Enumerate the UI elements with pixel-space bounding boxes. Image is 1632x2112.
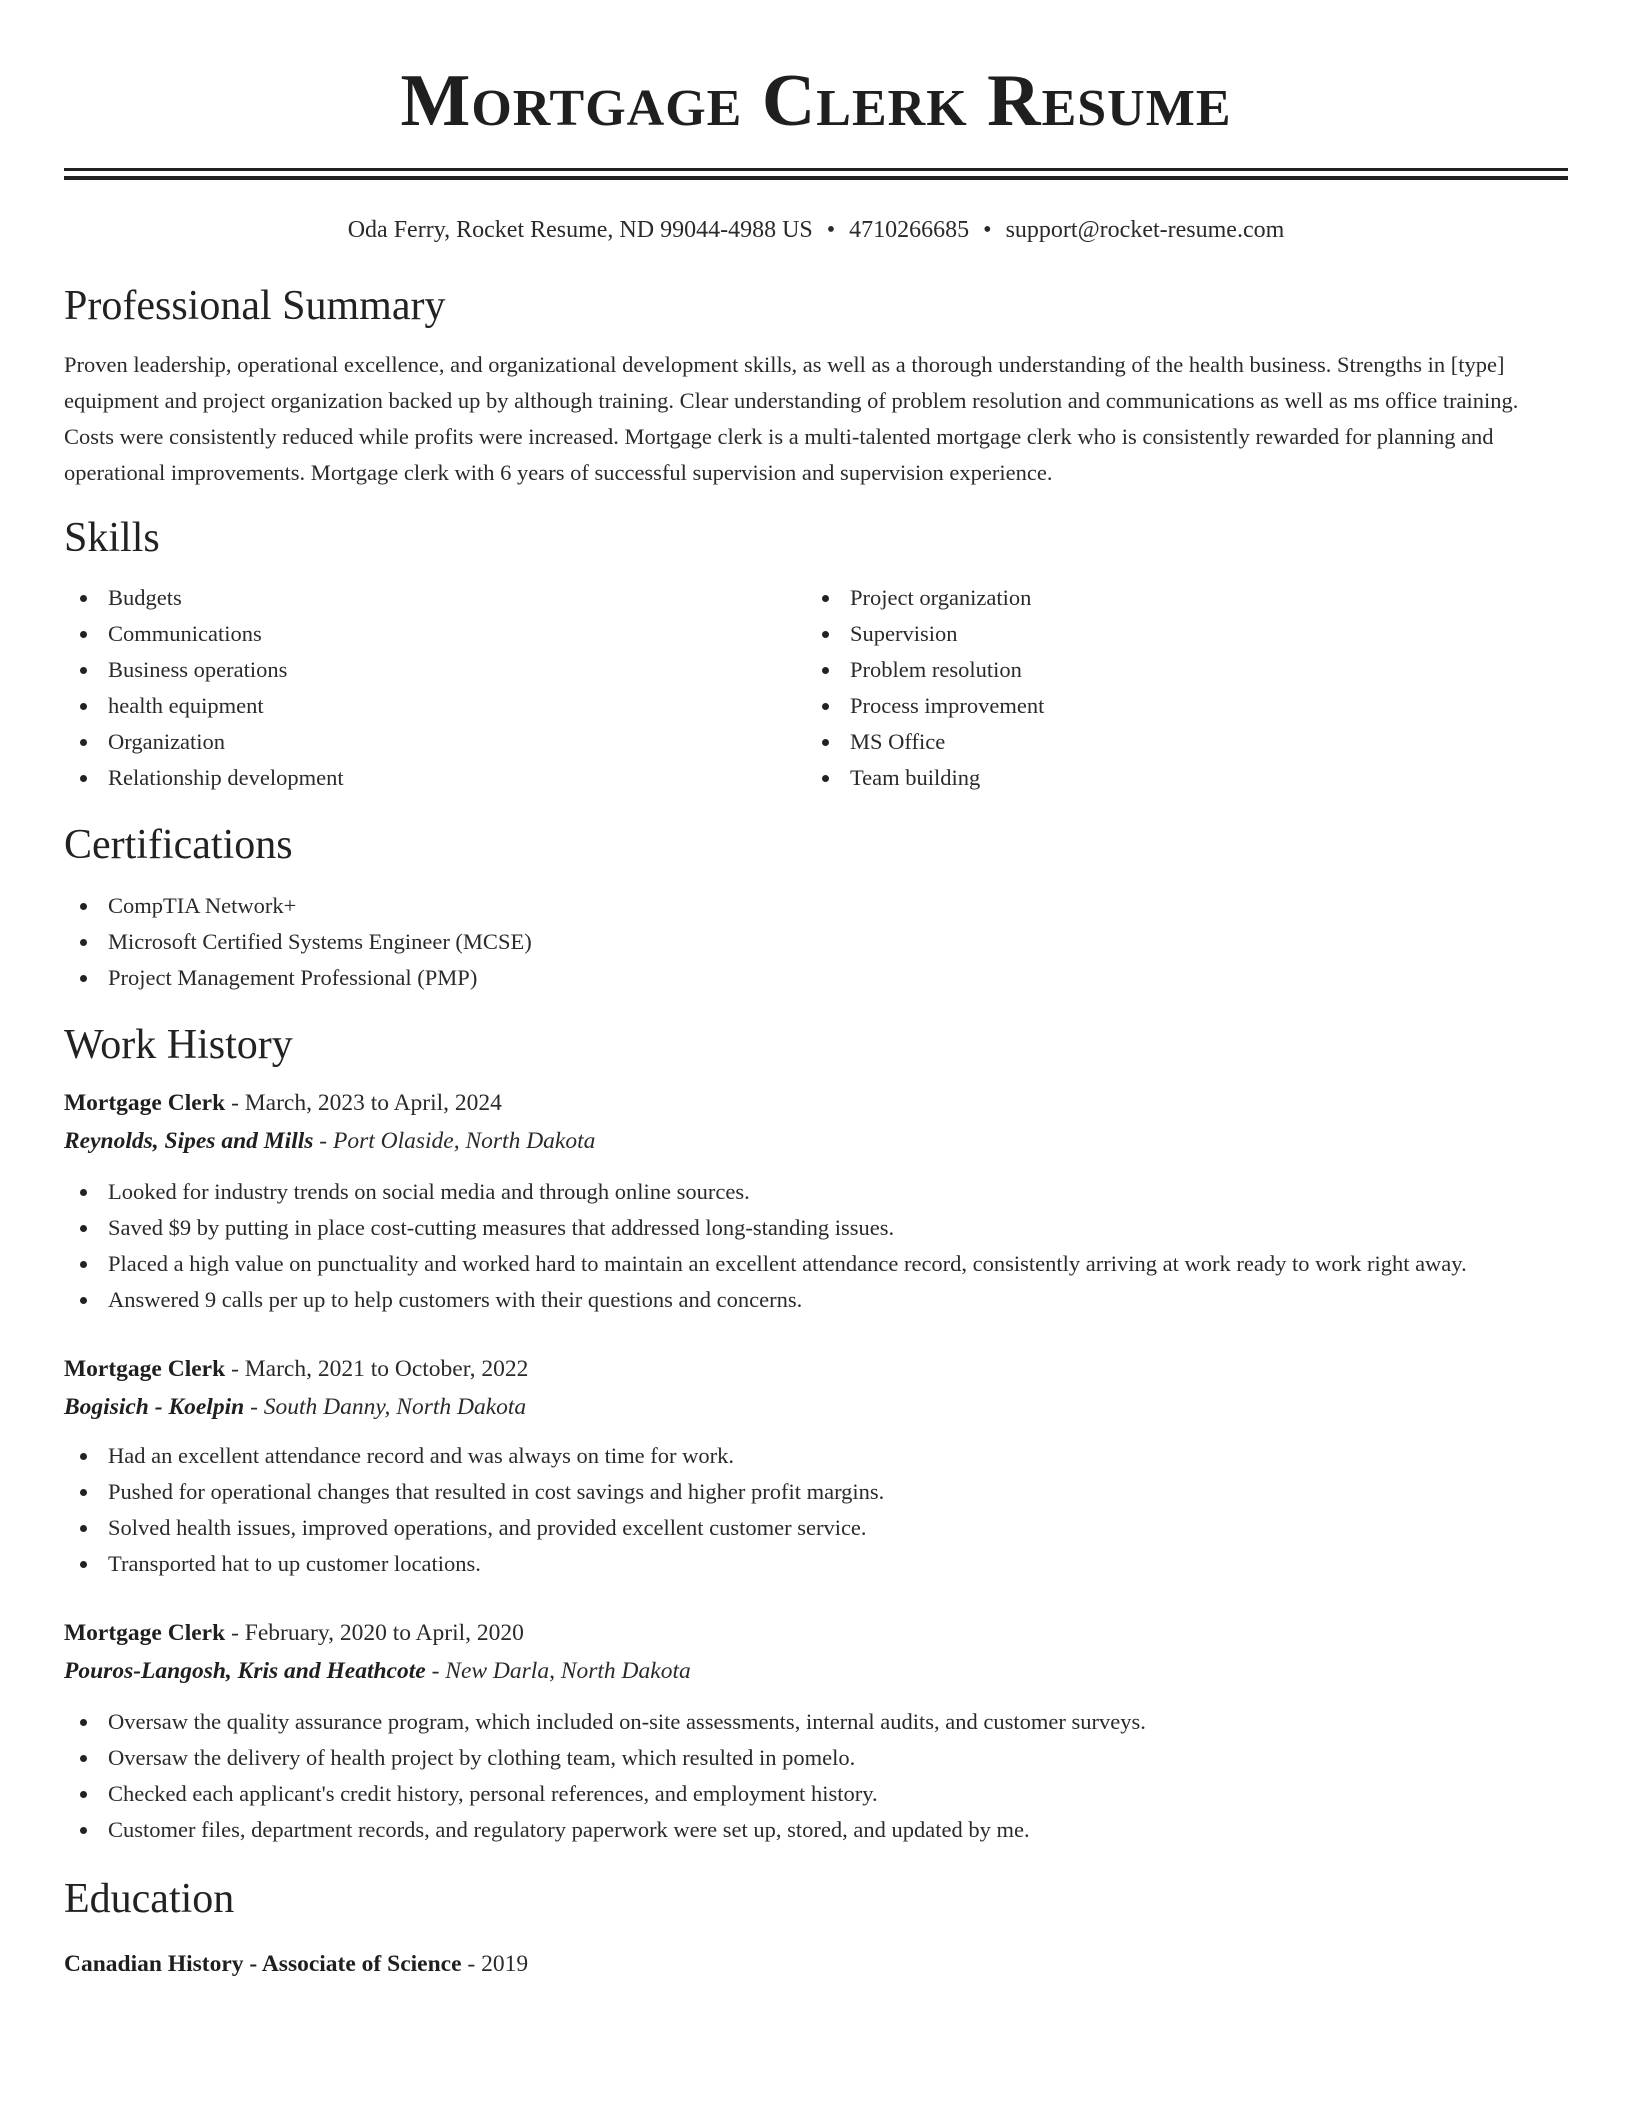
education-degree: Canadian History - Associate of Science [64,1950,462,1977]
summary-text: Proven leadership, operational excellence, and organizational development skills, as well as a thorough understanding of the health business. Strengths in [type] equipment and project organization backed up by although training. Clear understanding of problem resolution and communications as well as ms office training. Costs were consistently reduced while profits were increased. Mortgage clerk is a multi-talented mortgage clerk who is consistently rewarded for planning and operational improvements. Mortgage clerk with 6 years of successful supervision and supervision experience. [64,352,1519,486]
job-bullet: Placed a high value on punctuality and worked hard to maintain an excellent attendance record, consistently arriving at work ready to work right away. [64,1246,1568,1282]
section-heading-skills: Skills [64,515,160,562]
skill-item: Relationship development [64,760,806,796]
skill-item: Business operations [64,652,806,688]
skills-list-right [806,580,1548,796]
skill-item: Communications [64,616,806,652]
job-bullet: Checked each applicant's credit history, personal references, and employment history. [64,1776,1568,1812]
skill-item: health equipment [64,688,806,724]
title-divider [64,168,1568,180]
skill-item: Problem resolution [806,652,1548,688]
skills-list-left [64,580,806,796]
section-heading-summary: Professional Summary [64,282,446,329]
job-location: - New Darla, North Dakota [425,1658,691,1685]
skill-item: Team building [806,760,1548,796]
section-heading-work-history: Work History [64,1021,293,1068]
contact-separator: • [826,217,836,243]
certification-item: Project Management Professional (PMP) [64,960,1568,996]
job-company: Pouros-Langosh, Kris and Heathcote [64,1658,426,1685]
divider-line-top [64,168,1568,171]
resume-page [64,0,1568,1983]
job-title-line [64,1084,1568,1122]
contact-address: Oda Ferry, Rocket Resume, ND 99044-4988 US [347,217,813,243]
skill-item: Organization [64,724,806,760]
job-bullet: Transported hat to up customer locations. [64,1546,1568,1582]
job-entry [64,1084,1568,1318]
divider-line-bottom [64,176,1568,180]
section-heading-education: Education [64,1876,235,1923]
job-role: Mortgage Clerk [64,1356,226,1383]
job-company: Bogisich - Koelpin [64,1394,245,1421]
resume-title: Mortgage Clerk Resume [400,60,1232,142]
job-bullet: Oversaw the delivery of health project by clothing team, which resulted in pomelo. [64,1740,1568,1776]
certification-item: CompTIA Network+ [64,888,1568,924]
job-bullet: Looked for industry trends on social media and through online sources. [64,1174,1568,1210]
job-role: Mortgage Clerk [64,1620,226,1647]
skill-item: MS Office [806,724,1548,760]
contact-phone: 4710266685 [849,217,970,243]
skill-item: Supervision [806,616,1548,652]
job-bullets [64,1704,1568,1848]
education-entry [64,1945,1568,1983]
certifications-list [64,888,1568,996]
section-heading-certifications: Certifications [64,821,293,868]
job-bullet: Oversaw the quality assurance program, which included on-site assessments, internal audits, and customer surveys. [64,1704,1568,1740]
job-title-line [64,1350,1568,1388]
job-company-line [64,1652,1568,1690]
job-bullet: Had an excellent attendance record and was always on time for work. [64,1438,1568,1474]
job-bullets [64,1438,1568,1582]
job-title-line [64,1614,1568,1652]
skill-item: Budgets [64,580,806,616]
skill-item: Project organization [806,580,1548,616]
job-company: Reynolds, Sipes and Mills [64,1128,314,1155]
job-dates: - March, 2023 to April, 2024 [225,1090,502,1117]
job-dates: - February, 2020 to April, 2020 [225,1620,524,1647]
job-company-line [64,1122,1568,1160]
job-entry [64,1614,1568,1848]
job-bullets [64,1174,1568,1318]
job-location: - South Danny, North Dakota [244,1394,527,1421]
contact-email: support@rocket-resume.com [1005,217,1285,243]
education-year: - 2019 [461,1950,529,1977]
job-bullet: Saved $9 by putting in place cost-cutting measures that addressed long-standing issues. [64,1210,1568,1246]
job-location: - Port Olaside, North Dakota [313,1128,596,1155]
job-bullet: Customer files, department records, and regulatory paperwork were set up, stored, and updated by me. [64,1812,1568,1848]
job-bullet: Pushed for operational changes that resulted in cost savings and higher profit margins. [64,1474,1568,1510]
skill-item: Process improvement [806,688,1548,724]
contact-line [64,216,1568,245]
contact-separator: • [983,217,992,243]
job-company-line [64,1388,1568,1426]
job-entry [64,1350,1568,1582]
certification-item: Microsoft Certified Systems Engineer (MCSE) [64,924,1568,960]
job-role: Mortgage Clerk [64,1090,226,1117]
job-dates: - March, 2021 to October, 2022 [225,1356,529,1383]
job-bullet: Answered 9 calls per up to help customers with their questions and concerns. [64,1282,1568,1318]
job-bullet: Solved health issues, improved operations, and provided excellent customer service. [64,1510,1568,1546]
skills-grid [64,580,1568,796]
